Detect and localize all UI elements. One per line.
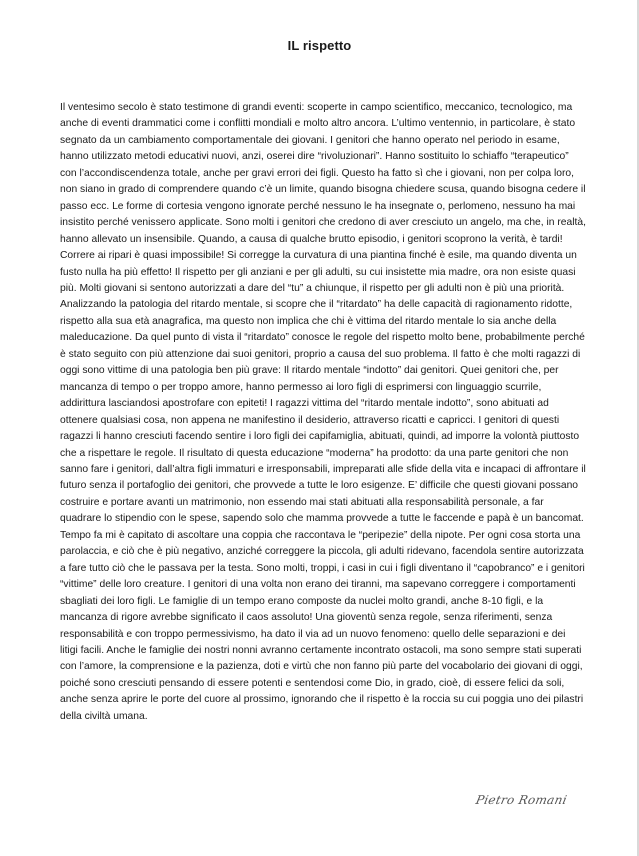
document-body: Il ventesimo secolo è stato testimone di grandi eventi: scoperte in campo scientifico, meccanico, tecnologico, ma anche di eventi drammatici come i conflitti mondiali e molto altro ancora. L’ultimo ventennio, in particolare, è stato segnato da un cambiamento comportamentale dei giovani. I genitori che hanno operato nel periodo in esame, hanno utilizzato metodi educativi nuovi, anzi, oserei dire “rivoluzionari”. Hanno sostituito lo schiaffo “terapeutico” con l’accondiscendenza totale, anche per gravi errori dei figli. Questo ha fatto sì che i giovani, non per colpa loro, non siano in grado di comprendere quando c’è un limite, quando bisogna chiedere scusa, quando bisogna cedere il passo ecc. Le forme di cortesia vengono ignorate perché nessuno le ha insegnate o, perlomeno, nessuno ha mai insistito perché venissero applicate. Sono molti i genitori che credono di aver cresciuto un angelo, ma che, in realtà, hanno allevato un insensibile. Quando, a causa di qualche brutto episodio, i genitori scoprono la verità, è tardi! Correre ai ripari è quasi impossibile! Si corregge la curvatura di una piantina finché è esile, ma quando diventa un fusto nulla ha più effetto! Il rispetto per gli anziani e per gli adulti, su cui insistette mia madre, ora non esiste quasi più. Molti giovani si sentono autorizzati a dare del “tu” a chiunque, il rispetto per gli adulti non è più una priorità. Analizzando la patologia del ritardo mentale, si scopre che il “ritardato” ha delle capacità di ragionamento ridotte, rispetto alla sua età anagrafica, ma questo non implica che chi è vittima del ritardo mentale lo sia anche della maleducazione. Da quel punto di vista il “ritardato” conosce le regole del rispetto molto bene, probabilmente perché è stato seguito con più attenzione dai suoi genitori, proprio a causa del suo problema. Il fatto è che molti ragazzi di oggi sono vittime di una patologia ben più grave: Il ritardo mentale “indotto” dai genitori. Quei genitori che, per mancanza di tempo o per troppo amore, hanno permesso ai loro figli di esprimersi con linguaggio scurrile, addirittura lasciandosi apostrofare con epiteti! I ragazzi vittima del “ritardo mentale indotto”, sono abituati ad ottenere qualsiasi cosa, non appena ne manifestino il desiderio, attraverso ricatti e capricci. I genitori di questi ragazzi li hanno cresciuti facendo sentire i loro figli dei capifamiglia, abituati, quindi, ad imporre la volontà piuttosto che a rispettare le regole. Il risultato di questa educazione “moderna” ha prodotto: da una parte genitori che non sanno fare i genitori, dall’altra figli immaturi e irresponsabili, impreparati alle sfide della vita e incapaci di affrontare il futuro senza il portafoglio dei genitori, che provvede a tutte le loro esigenze. E’ difficile che questi giovani possano costruire e portare avanti un matrimonio, non essendo mai stati abituati alla responsabilità personale, a far quadrare lo stipendio con le spese, sapendo solo che mamma provvede a tutte le faccende e papà è un bancomat. Tempo fa mi è capitato di ascoltare una coppia che raccontava le “peripezie” della nipote. Per ogni cosa storta una parolaccia, e ciò che è più negativo, anziché correggere la piccola, gli adulti ridevano, facendola sentire autorizzata a fare tutto ciò che le passava per la testa. Sono molti, troppi, i casi in cui i figli diventano il “capobranco” e i genitori “vittime” delle loro creature. I genitori di una volta non erano dei tiranni, ma sapevano correggere i comportamenti sbagliati dei loro figli. Le famiglie di un tempo erano composte da nuclei molto grandi, anche 8-10 figli, e la mancanza di rigore avrebbe significato il caos assoluto! Una gioventù senza regole, senza riferimenti, senza responsabilità e con troppo permessivismo, ha dato il via ad un nuovo fenomeno: quello delle separazioni e dei litigi facili. Anche le famiglie dei nostri nonni avranno certamente incontrato ostacoli, ma sono sempre stati superati con l’amore, la comprensione e la pazienza, doti e virtù che non fanno più parte del vocabolario dei giovani di oggi, poiché sono cresciuti pensando di essere potenti e sentendosi come Dio, in grado, cioè, di essere felici da soli, anche senza aprire le porte del cuore al prossimo, ignorando che il rispetto è la roccia su cui poggia uno dei pilastri della civiltà umana. [60, 102, 587, 722]
author-signature: Pietro Romani [474, 793, 569, 807]
document-title: IL rispetto [287, 38, 352, 53]
